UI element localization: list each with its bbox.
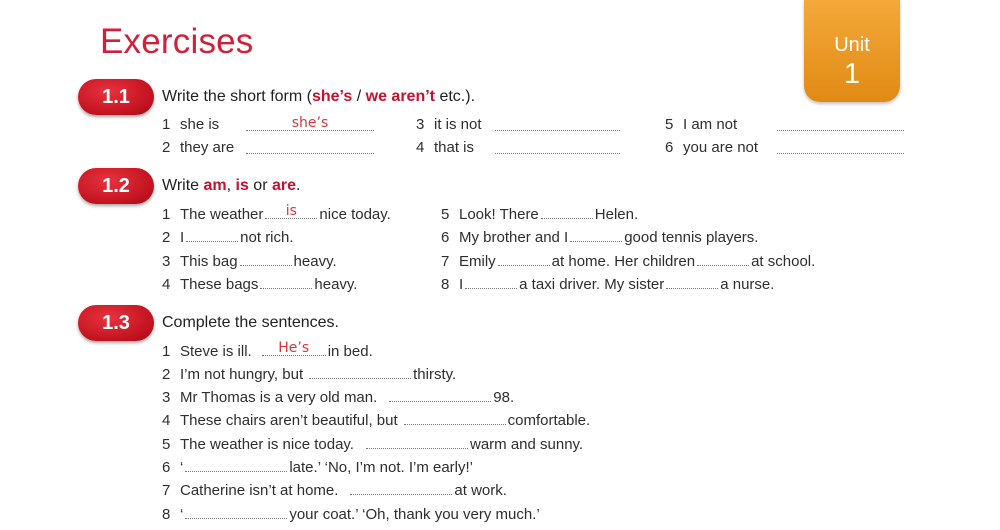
item-text: in bed. [327,343,373,360]
item-number: 6 [665,139,674,156]
item-number: 2 [162,139,171,156]
item-number: 2 [162,366,171,383]
answer-blank[interactable] [697,253,749,266]
exercise-item [162,366,456,383]
item-number: 3 [416,116,425,133]
item-text: nice today. [319,206,391,223]
sample-answer: she’s [291,115,329,131]
exercise-instruction [162,88,475,106]
exercise-instruction: Complete the sentences. [162,314,339,331]
item-number: 3 [162,253,171,270]
instruction-keyword: are [271,177,296,194]
answer-blank[interactable] [404,412,506,425]
exercise-item [665,116,737,133]
item-number: 5 [441,206,450,223]
exercise-item [416,116,482,133]
answer-blank[interactable] [366,436,468,449]
item-text: These chairs aren’t beautiful, but [180,412,398,429]
answer-blank[interactable] [570,229,622,242]
item-text: These bags [180,276,259,293]
exercise-item [162,276,357,293]
item-text: thirsty. [413,366,457,383]
answer-blank[interactable] [495,141,620,154]
item-text: your coat.’ ‘Oh, thank you very much.’ [289,506,540,523]
exercise-item [162,229,294,246]
answer-blank[interactable] [389,389,491,402]
exercise-item [162,482,507,499]
answer-blank[interactable] [309,366,411,379]
instruction-text: Write the short form ( [162,88,312,105]
item-text: This bag [180,253,238,270]
item-number: 5 [162,436,171,453]
item-number: 4 [162,412,171,429]
exercise-item [162,459,473,476]
item-text: The weather [180,206,264,223]
item-text: Emily [459,253,496,270]
item-text: 98. [493,389,515,406]
exercise-badge: 1.3 [78,305,154,341]
exercise-item [162,412,590,429]
page-title: Exercises [100,22,254,61]
item-text: heavy. [314,276,358,293]
item-text: you are not [683,139,759,156]
exercise-item [162,506,540,523]
item-number: 8 [441,276,450,293]
item-text: My brother and I [459,229,569,246]
item-text: Look! There [459,206,539,223]
answer-blank[interactable] [186,229,238,242]
answer-blank[interactable] [777,141,904,154]
item-number: 2 [162,229,171,246]
item-number: 7 [162,482,171,499]
item-number: 6 [162,459,171,476]
item-number: 1 [162,343,171,360]
item-text: warm and sunny. [469,436,584,453]
item-text: Catherine isn’t at home. [180,482,339,499]
unit-number: 1 [843,58,861,90]
exercise-item [162,253,337,270]
instruction-text: etc.). [435,88,476,105]
answer-blank[interactable] [185,459,287,472]
exercise-item [441,276,774,293]
answer-blank[interactable] [495,118,620,131]
answer-blank[interactable] [666,276,718,289]
exercise-item [441,229,758,246]
answer-blank[interactable] [246,141,374,154]
unit-tab [804,0,900,102]
item-text: heavy. [293,253,337,270]
exercise-item [162,116,219,133]
answer-blank[interactable] [350,482,452,495]
exercise-item [162,203,391,223]
answer-blank[interactable] [265,203,317,219]
item-text: ‘ [180,459,184,476]
exercise-badge: 1.2 [78,168,154,204]
item-number: 4 [162,276,171,293]
answer-blank[interactable] [260,276,312,289]
item-number: 3 [162,389,171,406]
answer-blank[interactable] [185,506,287,519]
item-text: I’m not hungry, but [180,366,304,383]
item-text: good tennis players. [624,229,759,246]
exercise-item [162,340,373,360]
instruction-keyword: she’s [311,88,353,105]
answer-blank[interactable] [541,206,593,219]
instruction-keyword: we aren’t [365,88,435,105]
item-number: 4 [416,139,425,156]
item-text: I [459,276,464,293]
item-text: at work. [454,482,507,499]
item-text: at home. Her children [551,253,696,270]
item-text: late.’ ‘No, I’m not. I’m early!’ [289,459,474,476]
item-number: 1 [162,116,171,133]
exercise-item [162,139,234,156]
exercise-item [665,139,758,156]
item-text: Mr Thomas is a very old man. [180,389,378,406]
item-text: comfortable. [507,412,591,429]
item-text: a nurse. [720,276,775,293]
answer-blank[interactable] [498,253,550,266]
instruction-text: Write [162,177,204,194]
instruction-text: / [352,88,366,105]
instruction-keyword: is [235,177,249,194]
exercise-item [441,253,815,270]
exercise-item [162,436,583,453]
answer-blank[interactable] [777,118,904,131]
item-text: at school. [751,253,816,270]
answer-blank[interactable] [262,340,326,356]
item-text: it is not [434,116,482,133]
item-text: not rich. [240,229,294,246]
unit-label: Unit [834,34,870,56]
item-text: Helen. [594,206,639,223]
item-text: I am not [683,116,738,133]
instruction-text: . [296,177,301,194]
answer-blank[interactable] [240,253,292,266]
item-text: a taxi driver. My sister [519,276,665,293]
item-text: she is [180,116,220,133]
item-text: The weather is nice today. [180,436,354,453]
item-text: that is [434,139,475,156]
item-number: 7 [441,253,450,270]
exercise-item [162,389,514,406]
sample-answer: is [285,203,297,219]
item-number: 1 [162,206,171,223]
sample-answer: He’s [278,340,310,356]
answer-blank[interactable] [246,115,374,131]
exercise-instruction [162,177,300,195]
item-text: I [180,229,185,246]
item-number: 8 [162,506,171,523]
instruction-text: or [248,177,272,194]
item-number: 6 [441,229,450,246]
item-text: ‘ [180,506,184,523]
exercise-badge: 1.1 [78,79,154,115]
answer-blank[interactable] [465,276,517,289]
exercise-item [416,139,474,156]
exercise-item [441,206,638,223]
instruction-text: , [226,177,236,194]
item-number: 5 [665,116,674,133]
item-text: Steve is ill. [180,343,252,360]
instruction-keyword: am [203,177,227,194]
item-text: they are [180,139,235,156]
